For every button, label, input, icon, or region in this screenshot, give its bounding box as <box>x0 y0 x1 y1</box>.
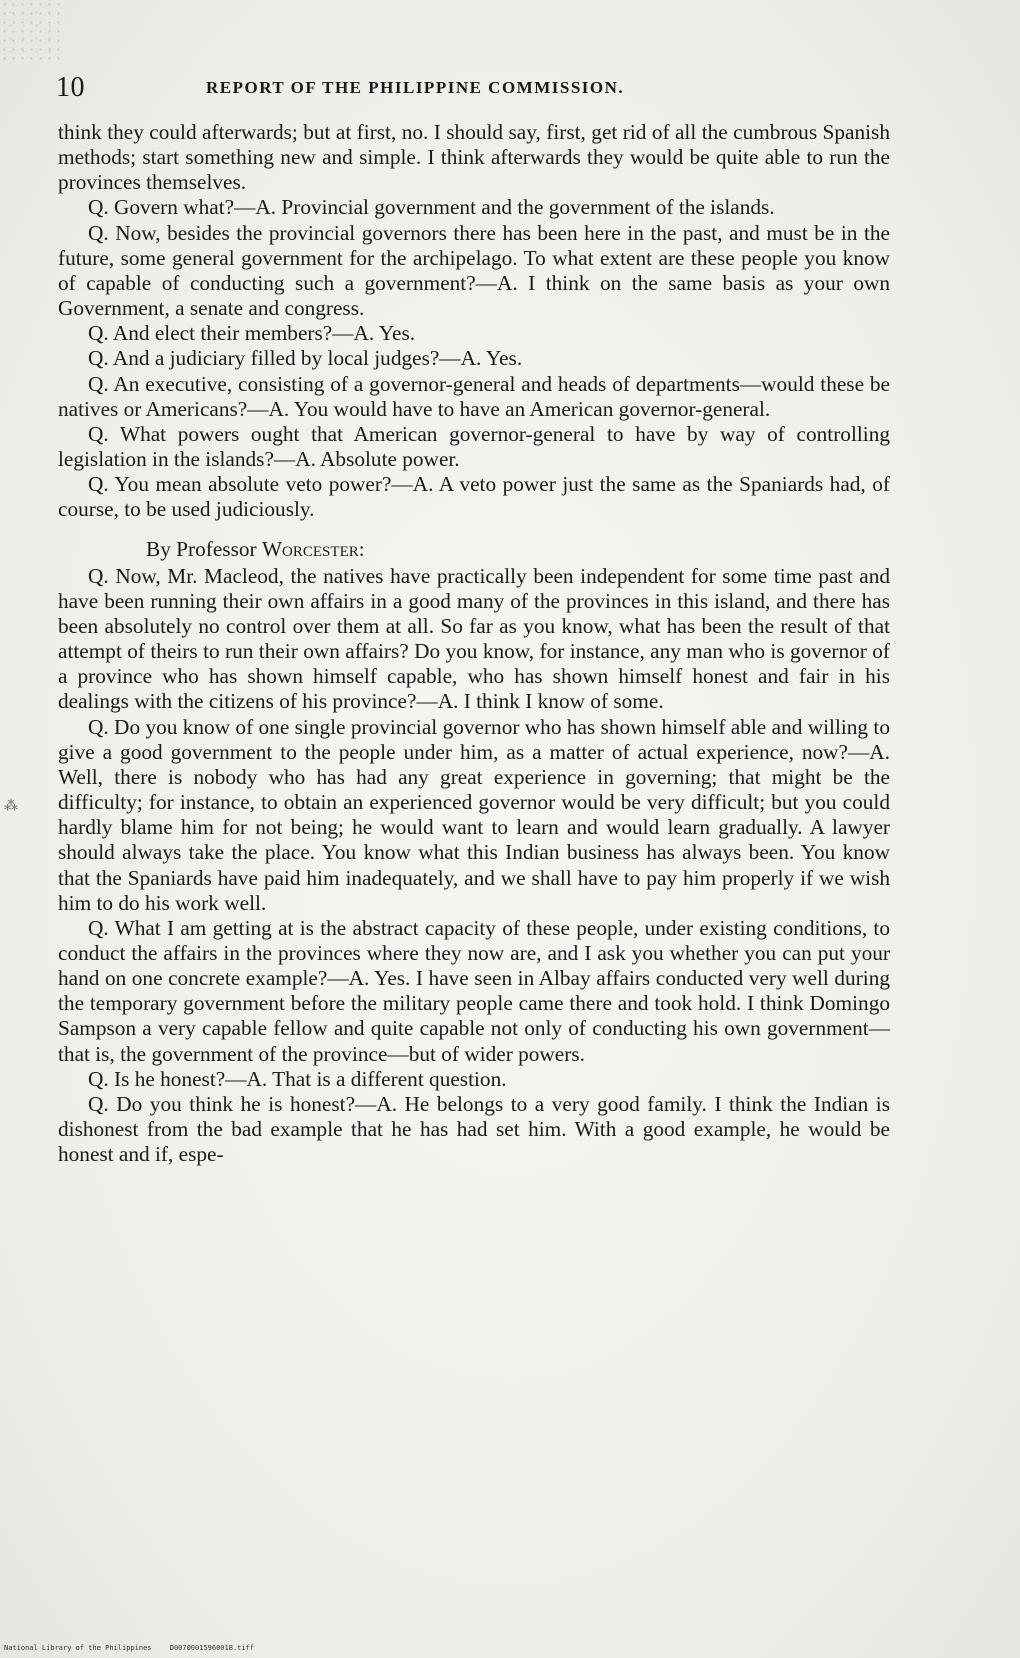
paragraph: Q. An executive, consisting of a governor-general and heads of departments—would these be natives or Americans?—A. You would have to have an American governor-general. <box>58 371 890 421</box>
running-head: REPORT OF THE PHILIPPINE COMMISSION. <box>206 78 625 97</box>
paragraph: Q. Do you know of one single provincial governor who has shown himself able and willing to give a good government to the people under him, as a matter of actual experience, now?—A. Well, there is nobody who has had any great experience in governing; that might be the difficulty; for instance, to obtain an experienced governor would be very difficult; but you could hardly blame him for not being; he would want to learn and would learn gradually. A lawyer should always take the place. You know what this Indian business has always been. You know that the Spaniards have paid him inadequately, and we shall have to pay him properly if we wish him to do his work well. <box>58 714 890 915</box>
paragraph: Q. What I am getting at is the abstract capacity of these people, under existing conditions, to conduct the affairs in the provinces where they now are, and I ask you whether you can put your hand on one concrete example?—A. Yes. I have seen in Albay affairs conducted very well during the temporary government before the military people came there and took hold. I think Domingo Sampson a very capable fellow and quite capable not only of conducting his own government—that is, the government of the province—but of wider powers. <box>58 915 890 1066</box>
paragraph: Q. And elect their members?—A. Yes. <box>88 321 416 346</box>
paragraph: Q. What powers ought that American governor-general to have by way of controlling legislation in the islands?—A. Absolute power. <box>58 421 890 472</box>
margin-stain-mark: ⁂ <box>4 799 18 814</box>
paragraph: Q. Do you think he is honest?—A. He belongs to a very good family. I think the Indian is dishonest from the bad example that he has had set him. With a good example, he would be honest and if, espe- <box>58 1091 890 1167</box>
scan-footer <box>4 1644 268 1652</box>
paragraph: Q. Govern what?—A. Provincial government and the government of the islands. <box>88 195 775 220</box>
byline-suffix: : <box>358 536 365 561</box>
page-number: 10 <box>56 72 85 103</box>
paragraph: Q. And a judiciary filled by local judges?—A. Yes. <box>88 346 523 371</box>
footer-library: National Library of the Philippines <box>4 1644 152 1652</box>
paragraph: Q. Now, Mr. Macleod, the natives have practically been independent for some time past and have been running their own affairs in a good many of the provinces in this island, and there has been absolutely no control over them at all. So far as you know, what has been the result of that attempt of theirs to run their own affairs? Do you know, for instance, any man who is governor of a province who has shown himself capable, who has shown himself honest and fair in his dealings with the citizens of his province?—A. I think I know of some. <box>58 563 890 714</box>
examiner-name: Worcester <box>261 536 359 561</box>
scan-speckle <box>0 0 60 60</box>
report-body <box>58 120 890 1167</box>
footer-filename: D0070001596001B.tiff <box>169 1644 255 1652</box>
page-header <box>56 70 936 106</box>
byline-prefix: By Professor <box>146 536 262 561</box>
paragraph: Q. Is he honest?—A. That is a different question. <box>88 1066 507 1091</box>
examiner-byline <box>58 537 890 562</box>
paragraph: think they could afterwards; but at first, no. I should say, first, get rid of all the cumbrous Spanish methods; start something new and simple. I think afterwards they would be quite able to run the provinces themselves. <box>58 120 890 195</box>
paragraph: Q. Now, besides the provincial governors there has been here in the past, and must be in the future, some general government for the archipelago. To what extent are these people you know of capable of conducting such a government?—A. I think on the same basis as your own Government, a senate and congress. <box>58 220 890 321</box>
paragraph: Q. You mean absolute veto power?—A. A veto power just the same as the Spaniards had, of course, to be used judiciously. <box>58 472 890 522</box>
